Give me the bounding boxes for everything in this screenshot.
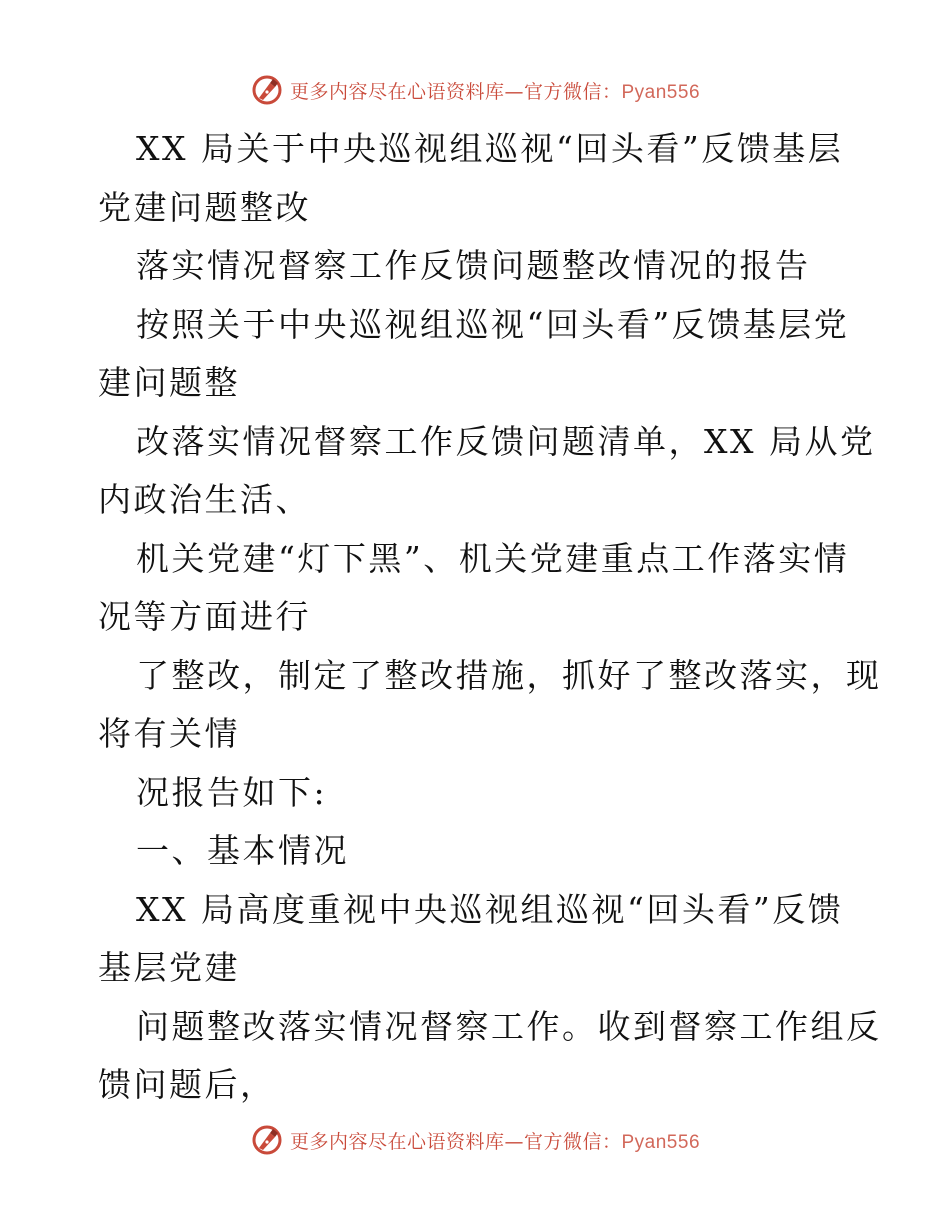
- title-line-2: 党建问题整改: [98, 187, 311, 227]
- watermark-text: 更多内容尽在心语资料库—官方微信：Pyan556: [289, 1130, 701, 1153]
- title-line-1: XX 局关于中央巡视组巡视“回头看”反馈基层: [136, 129, 844, 168]
- paragraph-line: XX 局高度重视中央巡视组巡视“回头看”反馈: [136, 889, 844, 929]
- header-watermark: [0, 70, 950, 110]
- pen-nib-logo-icon: [250, 73, 284, 107]
- paragraph-line: 况等方面进行: [98, 597, 311, 636]
- pen-nib-logo-icon: [250, 1123, 284, 1157]
- paragraph-line: 馈问题后，: [98, 1065, 276, 1104]
- paragraph-line: 内政治生活、: [98, 480, 311, 519]
- paragraph-line: 况报告如下:: [136, 772, 328, 812]
- paragraph-line: 将有关情: [98, 714, 240, 753]
- paragraph-line: 了整改，制定了整改措施，抓好了整改落实，现: [136, 655, 882, 695]
- paragraph-line: 机关党建“灯下黑”、机关党建重点工作落实情: [136, 538, 850, 578]
- paragraph-line: 基层党建: [98, 948, 240, 987]
- watermark-text: 更多内容尽在心语资料库—官方微信：Pyan556: [289, 80, 701, 103]
- title-line-3: 落实情况督察工作反馈问题整改情况的报告: [136, 246, 811, 285]
- paragraph-line: 建问题整: [98, 363, 240, 402]
- paragraph-line: 问题整改落实情况督察工作。收到督察工作组反: [136, 1006, 882, 1046]
- paragraph-line: 按照关于中央巡视组巡视“回头看”反馈基层党: [136, 304, 850, 344]
- section-heading: 一、基本情况: [136, 831, 349, 870]
- paragraph-line: 改落实情况督察工作反馈问题清单，XX 局从党: [136, 421, 876, 461]
- footer-watermark: [0, 1120, 950, 1160]
- document-body: [98, 120, 882, 1115]
